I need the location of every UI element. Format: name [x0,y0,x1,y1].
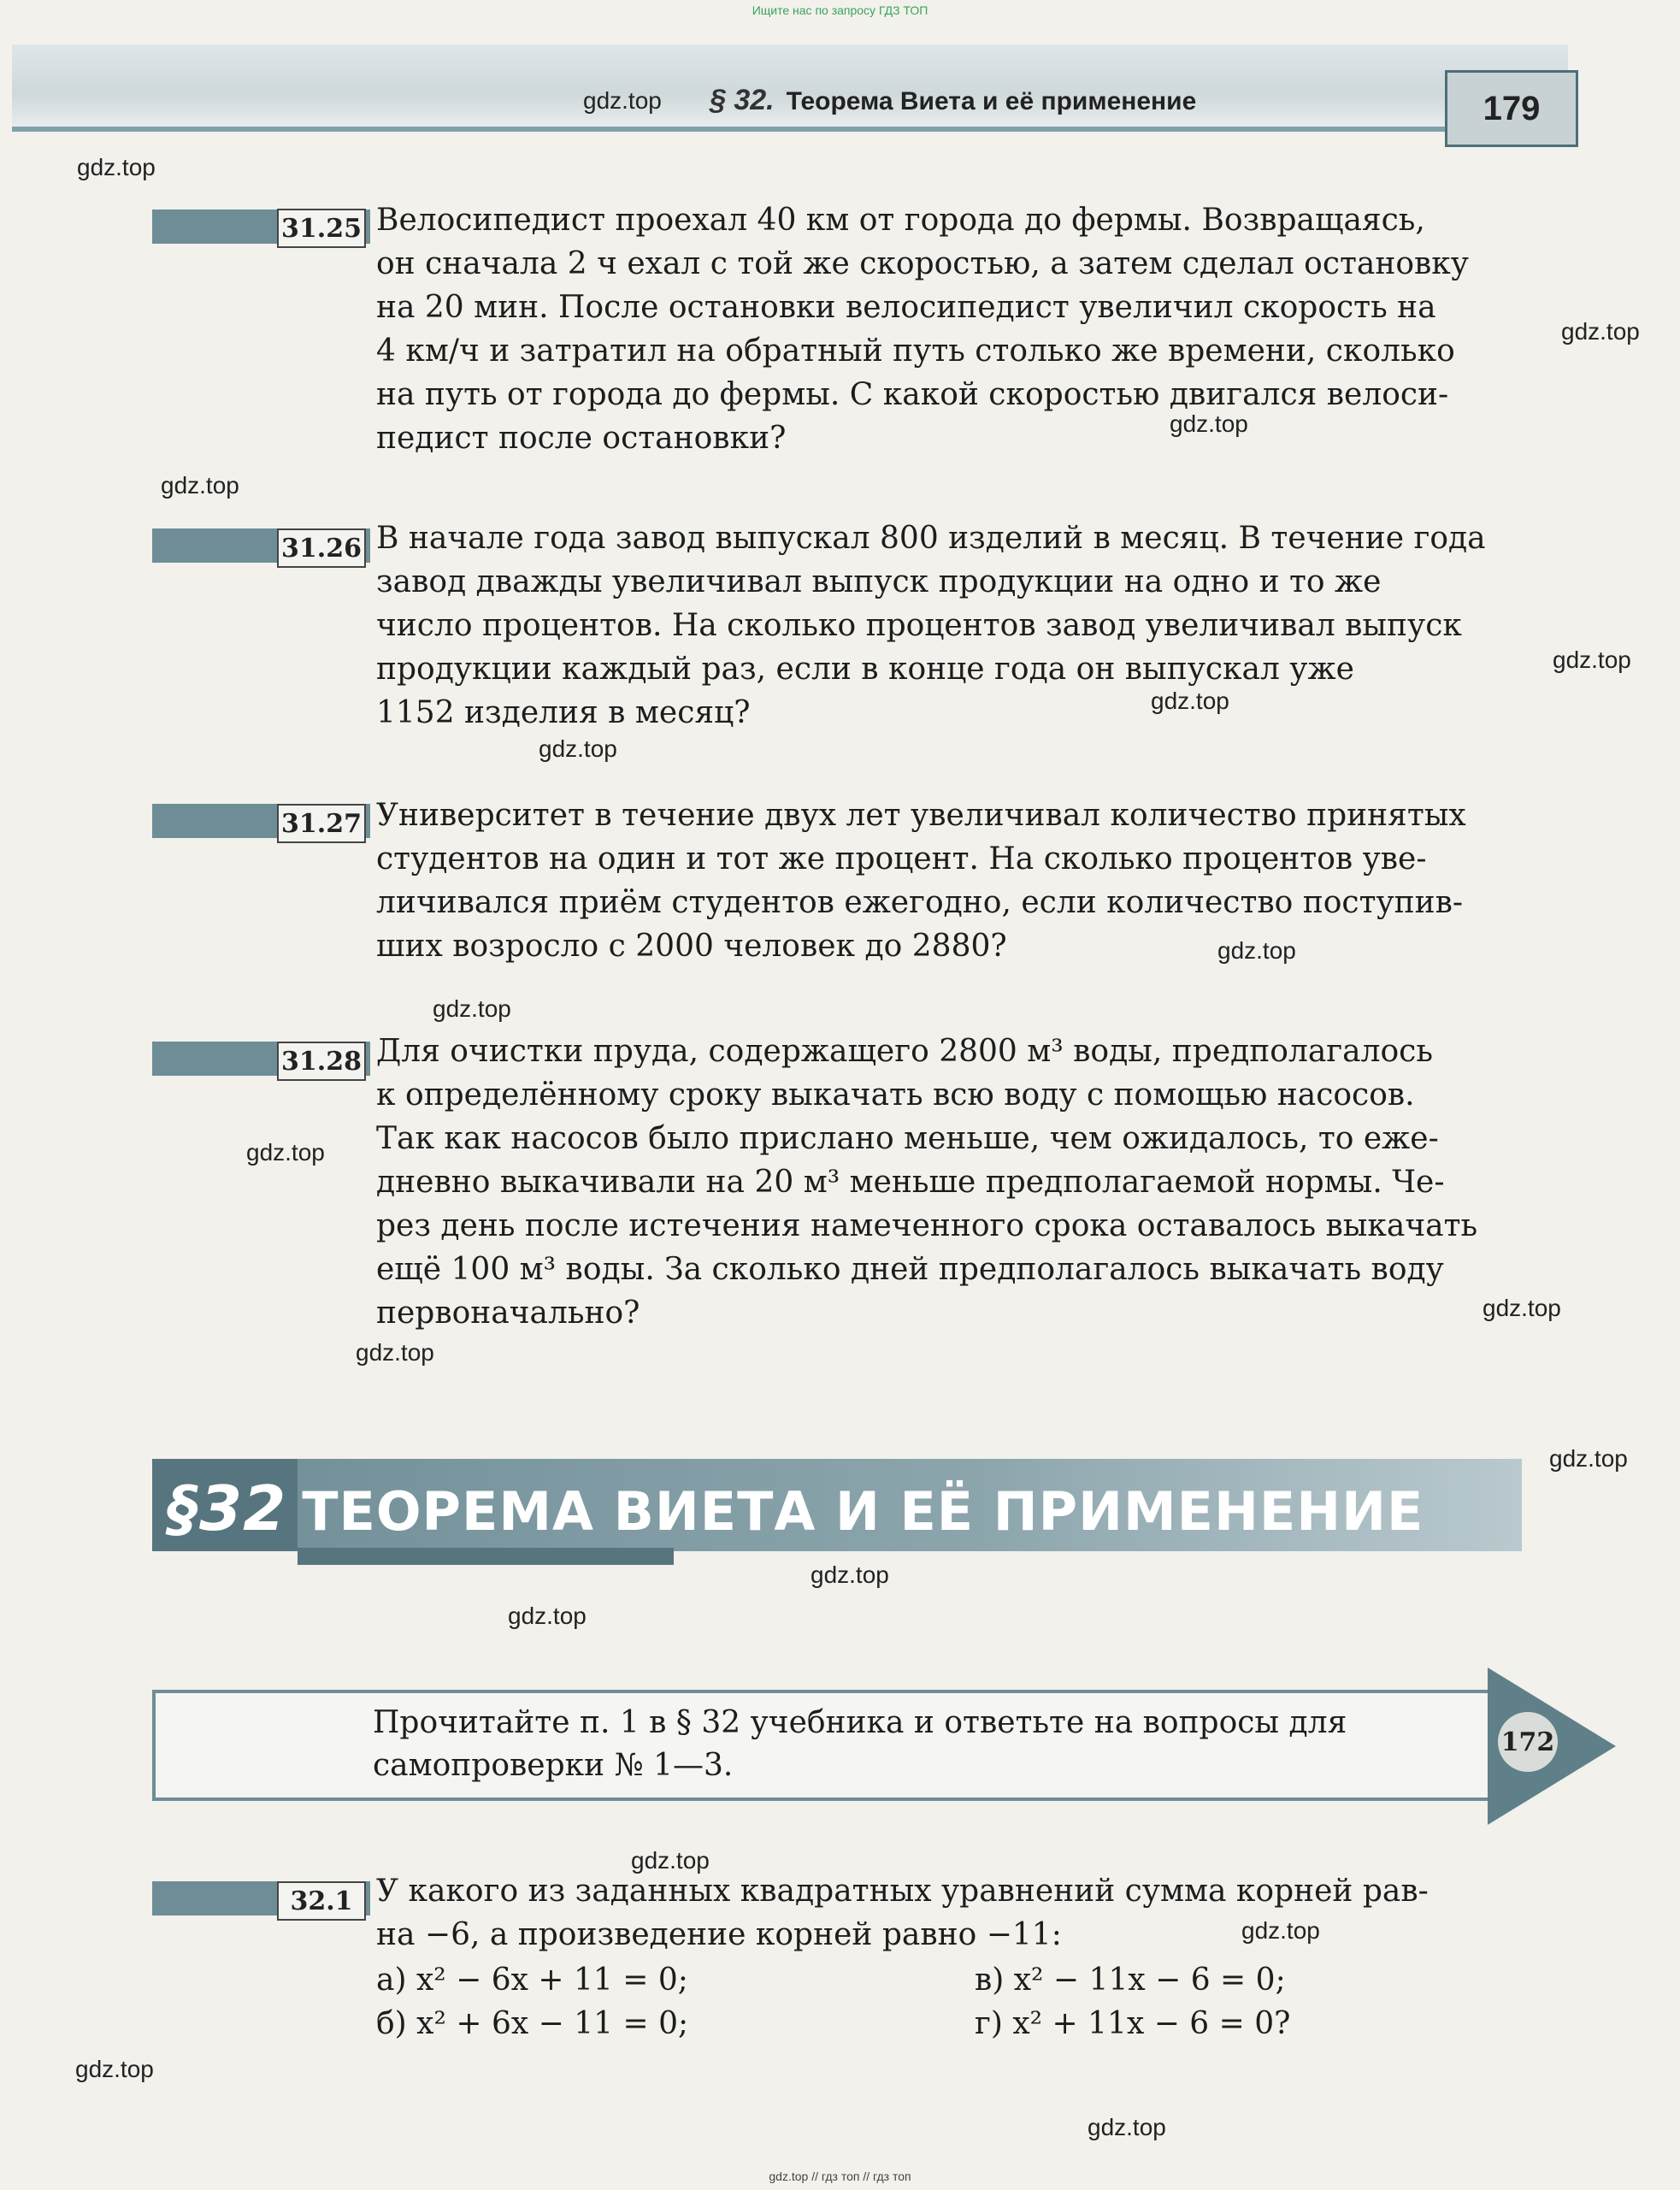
watermark: gdz.top [1553,646,1631,673]
watermark: gdz.top [1241,1917,1320,1944]
watermark: gdz.top [811,1561,889,1588]
text-line: ших возросло с 2000 человек до 2880? [376,929,1007,964]
watermark: gdz.top [631,1847,710,1874]
section-banner-underline [298,1548,674,1565]
header-section-label: § 32. [710,84,775,116]
option-g: г) x² + 11x − 6 = 0? [975,2006,1291,2041]
text-line: 4 км/ч и затратил на обратный путь столько же времени, сколько [376,334,1455,369]
page-number: 179 [1445,70,1578,147]
text-line: самопроверки № 1—3. [373,1748,734,1783]
watermark: gdz.top [539,735,617,762]
problem-text [376,198,1522,460]
option-b: б) x² + 6x − 11 = 0; [376,2006,689,2041]
option-row [376,2002,1522,2045]
text-line: Прочитайте п. 1 в § 32 учебника и ответьте на вопросы для [373,1705,1347,1740]
text-line: на 20 мин. После остановки велосипедист увеличил скорость на [376,290,1436,325]
problem-text [376,1030,1522,1335]
page-header [710,84,1196,117]
watermark: gdz.top [1483,1295,1561,1321]
text-line: первоначально? [376,1296,640,1331]
problem-text [376,1869,1522,1957]
watermark: gdz.top [1217,937,1296,964]
text-line: продукции каждый раз, если в конце года он выпускал уже [376,652,1354,687]
problem-text [376,794,1522,968]
watermark: gdz.top [161,472,239,499]
watermark: gdz.top [356,1339,434,1366]
problem-number: 31.25 [277,209,366,248]
text-line: студентов на один и тот же процент. На сколько процентов уве- [376,841,1427,877]
option-v: в) x² − 11x − 6 = 0; [975,1963,1286,1998]
bottom-note: gdz.top // гдз топ // гдз топ [769,2169,911,2183]
text-line: он сначала 2 ч ехал с той же скоростью, а затем сделал остановку [376,246,1469,281]
text-line: рез день после истечения намеченного срока оставалось выкачать [376,1208,1478,1243]
page-reference: 172 [1498,1712,1558,1772]
section-symbol: §32 [168,1473,287,1544]
section-title [168,1473,1424,1544]
problem-number: 31.26 [277,528,366,568]
text-line: личивался приём студентов ежегодно, если количество поступив- [376,885,1464,920]
watermark: gdz.top [508,1603,587,1629]
text-line: Университет в течение двух лет увеличивал количество принятых [376,798,1466,833]
text-line: В начале года завод выпускал 800 изделий в месяц. В течение года [376,521,1486,556]
watermark: gdz.top [1088,2114,1166,2140]
problem-number: 31.28 [277,1042,366,1081]
option-a: а) x² − 6x + 11 = 0; [376,1963,688,1998]
reading-task-text [373,1702,1484,1787]
text-line: Велосипедист проехал 40 км от города до фермы. Возвращаясь, [376,203,1425,238]
watermark: gdz.top [583,87,662,114]
problem-number: 31.27 [277,804,366,843]
watermark: gdz.top [1561,318,1640,345]
problem-number: 32.1 [277,1881,366,1921]
text-line: дневно выкачивали на 20 м³ меньше предполагаемой нормы. Че- [376,1165,1445,1200]
text-line: завод дважды увеличивал выпуск продукции на одно и то же [376,564,1382,599]
top-note: Ищите нас по запросу ГДЗ ТОП [752,3,928,17]
section-title-text: ТЕОРЕМА ВИЕТА И ЕЁ ПРИМЕНЕНИЕ [302,1480,1424,1543]
text-line: Так как насосов было прислано меньше, чем ожидалось, то еже- [376,1121,1439,1156]
text-line: У какого из заданных квадратных уравнений сумма корней рав- [376,1874,1429,1909]
watermark: gdz.top [433,995,511,1022]
watermark: gdz.top [1151,688,1229,714]
watermark: gdz.top [1549,1445,1628,1472]
text-line: педист после остановки? [376,421,787,456]
text-line: Для очистки пруда, содержащего 2800 м³ воды, предполагалось [376,1034,1433,1069]
text-line: на −6, а произведение корней равно −11: [376,1917,1062,1952]
text-line: ещё 100 м³ воды. За сколько дней предполагалось выкачать воду [376,1252,1444,1287]
text-line: число процентов. На сколько процентов завод увеличивал выпуск [376,608,1462,643]
answer-options [376,1958,1522,2045]
header-title: Теорема Виета и её применение [786,87,1197,115]
watermark: gdz.top [246,1139,325,1166]
text-line: на путь от города до фермы. С какой скоростью двигался велоси- [376,377,1449,412]
option-row [376,1958,1522,2002]
text-line: 1152 изделия в месяц? [376,695,751,730]
problem-text [376,517,1522,735]
text-line: к определённому сроку выкачать всю воду с помощью насосов. [376,1077,1415,1113]
watermark: gdz.top [77,154,156,180]
watermark: gdz.top [75,2056,154,2082]
watermark: gdz.top [1170,410,1248,437]
